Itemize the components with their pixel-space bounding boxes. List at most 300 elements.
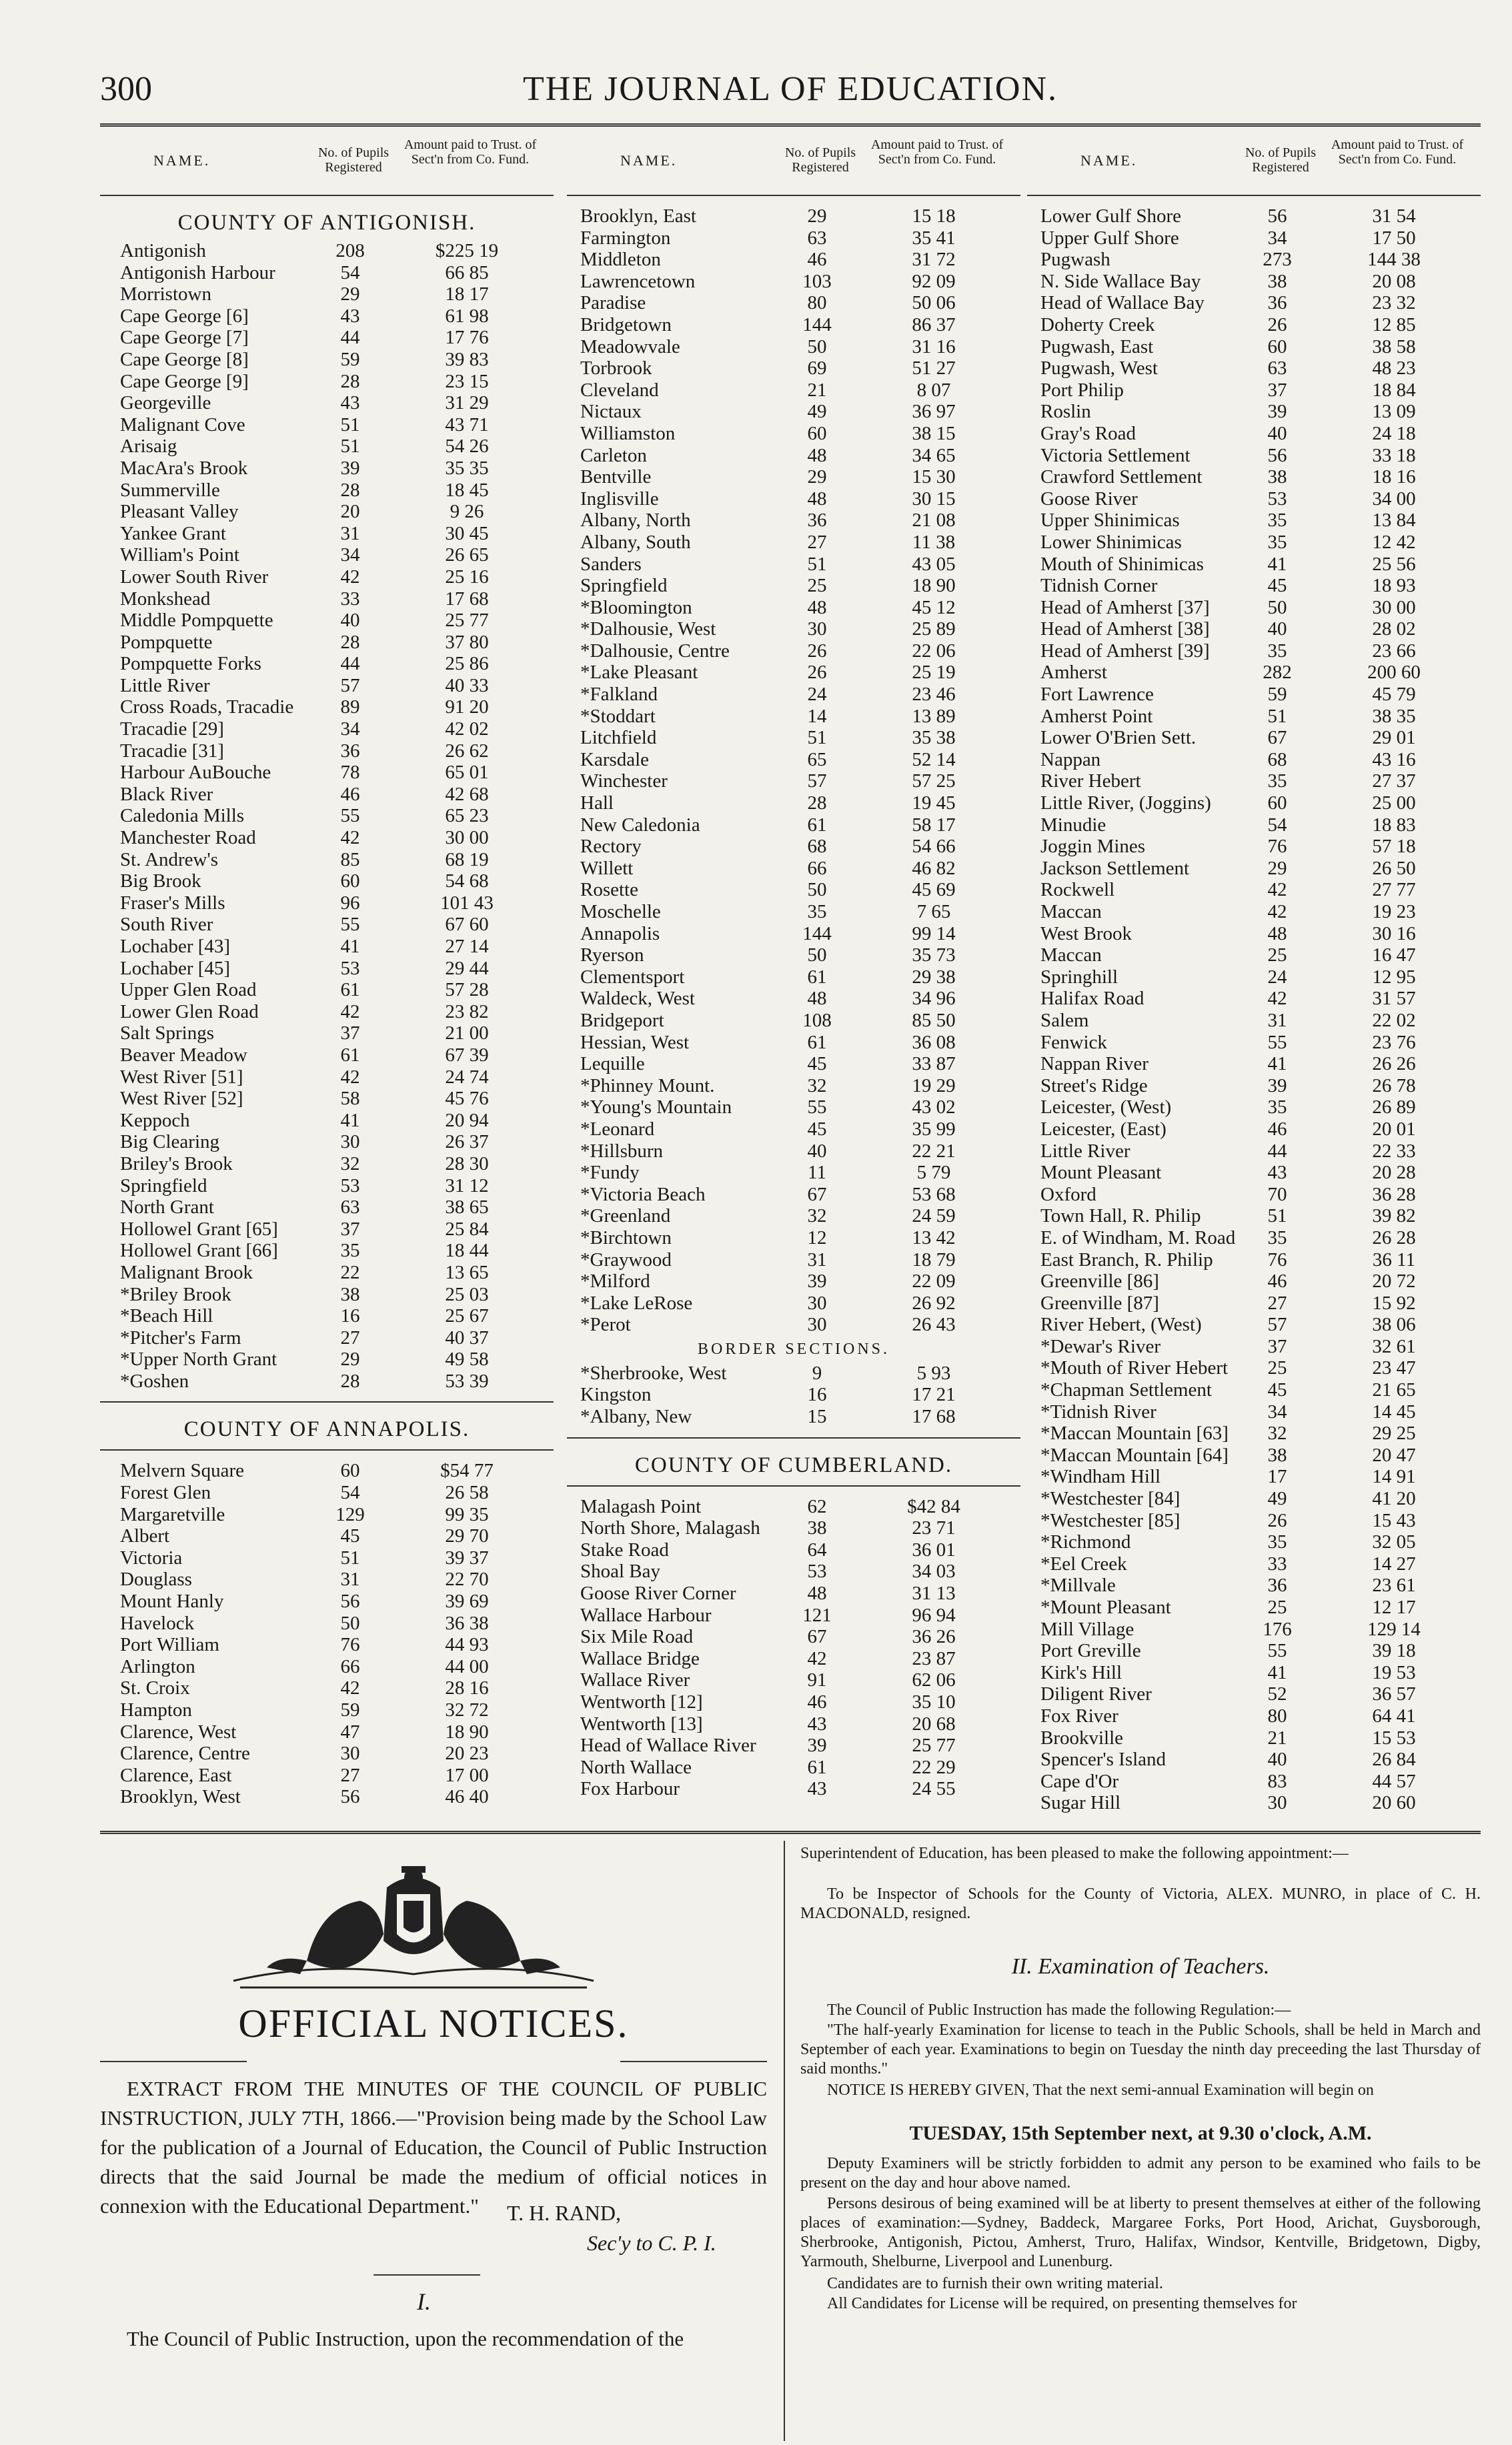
amount-paid: 19 29 <box>912 1074 956 1096</box>
table-row <box>100 1284 554 1306</box>
table-row <box>567 640 1020 662</box>
amount-paid: 25 67 <box>445 1305 489 1327</box>
amount-paid: 23 66 <box>1372 640 1416 662</box>
table-row <box>100 1110 554 1132</box>
table-row <box>100 784 554 806</box>
table-row <box>1027 1096 1481 1118</box>
section-name: Upper Glen Road <box>120 979 257 1001</box>
pupils-registered: 60 <box>1267 335 1287 357</box>
section-name: *Hillsburn <box>580 1140 664 1162</box>
section-name: Paradise <box>580 292 646 314</box>
running-title: THE JOURNAL OF EDUCATION. <box>522 70 1058 108</box>
table-row <box>100 1327 554 1349</box>
pupils-registered: 42 <box>807 1647 827 1669</box>
amount-paid: 19 53 <box>1372 1661 1416 1683</box>
table-row <box>100 283 554 305</box>
pupils-registered: 34 <box>1267 227 1287 249</box>
pupils-registered: 44 <box>340 653 360 675</box>
amount-paid: 34 00 <box>1372 488 1416 510</box>
amount-paid: 41 20 <box>1372 1488 1416 1510</box>
amount-paid: 49 58 <box>445 1349 489 1371</box>
section-name: Halifax Road <box>1040 988 1145 1010</box>
amount-paid: 18 83 <box>1372 814 1416 836</box>
table-row <box>567 466 1020 488</box>
section-name: Upper Shinimicas <box>1040 510 1180 532</box>
amount-paid: 17 68 <box>445 588 489 610</box>
amount-paid: 40 33 <box>445 674 489 696</box>
section-name: Maccan <box>1040 901 1102 922</box>
pupils-registered: 56 <box>340 1591 360 1613</box>
section-name: South River <box>120 914 213 936</box>
amount-paid: 42 68 <box>445 783 489 805</box>
pupils-registered: 54 <box>1267 814 1287 836</box>
header-pupils: No. of Pupils Registered <box>784 145 856 175</box>
table-row <box>100 1504 554 1526</box>
table-row <box>100 523 554 545</box>
section-name: *Sherbrooke, West <box>580 1362 727 1384</box>
amount-paid: 31 54 <box>1372 205 1416 227</box>
places-text: Persons desirous of being examined will be at liberty to present themselves at either of the following places of examination:—Sydney, Baddeck, Margaree Forks, Port Hood, Arichat, Guysborough, Sherbrooke, Antigonish, Pictou, Amherst, Truro, Halifax, Windsor, Kentville, Bridgetown, Digby, Yarmouth, Shelburne, Liverpool and Lunenburg. <box>800 2195 1481 2270</box>
official-notices-title: OFFICIAL NOTICES. <box>238 2001 629 2046</box>
pupils-registered: 43 <box>807 1713 827 1735</box>
amount-paid: 18 17 <box>445 283 489 305</box>
table-row <box>100 1262 554 1284</box>
table-row <box>100 1591 554 1613</box>
table-row <box>100 696 554 718</box>
amount-paid: 29 25 <box>1372 1423 1416 1445</box>
amount-paid: 86 37 <box>912 313 956 335</box>
table-row <box>100 1699 554 1721</box>
section-name: Pompquette <box>120 631 213 653</box>
pupils-registered: 50 <box>807 335 827 357</box>
amount-paid: 34 03 <box>912 1561 956 1583</box>
amount-paid: 39 69 <box>445 1591 489 1613</box>
section-name: Salem <box>1040 1009 1089 1031</box>
table-row <box>1027 1053 1481 1075</box>
county-title: COUNTY OF ANNAPOLIS. <box>183 1417 470 1442</box>
pupils-registered: 61 <box>340 979 360 1001</box>
pupils-registered: 48 <box>807 988 827 1010</box>
amount-paid: 30 16 <box>1372 922 1416 944</box>
pupils-registered: 37 <box>340 1022 360 1044</box>
pupils-registered: 55 <box>1267 1640 1287 1662</box>
table-row <box>567 1691 1020 1713</box>
amount-paid: 44 57 <box>1372 1770 1416 1792</box>
column-header <box>100 133 554 192</box>
amount-paid: 44 00 <box>445 1655 489 1677</box>
amount-paid: 12 85 <box>1372 313 1416 335</box>
amount-paid: 18 16 <box>1372 466 1416 488</box>
table-row <box>1027 792 1481 814</box>
amount-paid: 51 27 <box>912 357 956 379</box>
table-row <box>567 1406 1020 1428</box>
table-row <box>1027 1271 1481 1293</box>
pupils-registered: 29 <box>807 205 827 227</box>
pupils-registered: 208 <box>335 240 365 261</box>
table-row <box>567 532 1020 554</box>
pupils-registered: 16 <box>807 1384 827 1406</box>
table-row <box>567 1757 1020 1779</box>
amount-paid: 65 01 <box>445 762 489 784</box>
section-name: Karsdale <box>580 748 650 770</box>
table-row <box>100 1153 554 1175</box>
section-name: Clementsport <box>580 966 685 988</box>
pupils-registered: 35 <box>807 901 827 922</box>
amount-paid: 22 21 <box>912 1140 956 1162</box>
amount-paid: 33 87 <box>912 1053 956 1075</box>
section-name: Mouth of Shinimicas <box>1040 553 1204 575</box>
regulation-intro: The Council of Public Instruction has made the following Regulation:— <box>827 2001 1291 2019</box>
section-name: Wallace Bridge <box>580 1647 700 1669</box>
section-name: Torbrook <box>580 357 652 379</box>
pupils-registered: 44 <box>1267 1140 1287 1162</box>
table-row <box>1027 923 1481 945</box>
table-row <box>1027 1293 1481 1315</box>
table-row <box>1027 1075 1481 1097</box>
table-row <box>567 575 1020 597</box>
section-name: Port Philip <box>1040 379 1124 401</box>
table-row <box>100 371 554 393</box>
pupils-registered: 57 <box>340 674 360 696</box>
table-row <box>100 1765 554 1787</box>
table-row <box>1027 336 1481 358</box>
pupils-registered: 80 <box>1267 1705 1287 1727</box>
amount-paid: 8 07 <box>916 379 951 401</box>
section-name: Cape d'Or <box>1040 1770 1119 1792</box>
pupils-registered: 40 <box>1267 618 1287 640</box>
table-row <box>100 1001 554 1023</box>
table-row <box>100 1547 554 1569</box>
section-name: River Hebert, (West) <box>1040 1314 1202 1336</box>
section-name: Springfield <box>120 1174 207 1196</box>
pupils-registered: 63 <box>807 227 827 249</box>
table-row <box>1027 554 1481 576</box>
amount-paid: 25 19 <box>912 662 956 684</box>
section-name: E. of Windham, M. Road <box>1040 1227 1236 1249</box>
table-row <box>1027 1227 1481 1249</box>
table-row <box>567 292 1020 314</box>
amount-paid: 144 38 <box>1367 249 1421 271</box>
section-name: Antigonish <box>120 240 206 261</box>
section-name: Bentville <box>580 466 652 488</box>
section-name: Bridgeport <box>580 1009 664 1031</box>
pupils-registered: 30 <box>807 1314 827 1336</box>
pupils-registered: 56 <box>1267 205 1287 227</box>
pupils-registered: 26 <box>1267 1509 1287 1531</box>
section-name: Clarence, Centre <box>120 1743 250 1765</box>
table-row <box>100 1240 554 1262</box>
pupils-registered: 64 <box>807 1539 827 1561</box>
pupils-registered: 40 <box>807 1140 827 1162</box>
table-row <box>1027 944 1481 966</box>
pupils-registered: 53 <box>807 1561 827 1583</box>
candidates-text: All Candidates for License will be required, on presenting themselves for <box>827 2295 1297 2312</box>
pupils-registered: 25 <box>807 575 827 597</box>
royal-arms-emblem <box>227 1861 600 1994</box>
table-row <box>100 1305 554 1327</box>
table-row <box>567 1648 1020 1670</box>
amount-paid: 43 05 <box>912 553 956 575</box>
amount-paid: 15 92 <box>1372 1292 1416 1314</box>
amount-paid: 45 76 <box>445 1088 489 1110</box>
table-row <box>567 1735 1020 1757</box>
amount-paid: 64 41 <box>1372 1705 1416 1727</box>
section-name: *Mount Pleasant <box>1040 1597 1171 1618</box>
table-row <box>1027 1640 1481 1662</box>
pupils-registered: 34 <box>340 544 360 566</box>
table-row <box>567 314 1020 336</box>
table-row <box>567 1075 1020 1097</box>
pupils-registered: 96 <box>340 892 360 914</box>
amount-paid: 36 08 <box>912 1031 956 1053</box>
amount-paid: 23 71 <box>912 1517 956 1539</box>
section-name: North Wallace <box>580 1756 692 1778</box>
section-name: Tracadie [29] <box>120 718 224 740</box>
table-row <box>567 445 1020 467</box>
pupils-registered: 60 <box>340 870 360 892</box>
section-name: Port William <box>120 1634 219 1656</box>
pupils-registered: 45 <box>340 1525 360 1547</box>
table-annapolis-continued <box>567 205 1020 1336</box>
rule <box>100 195 554 196</box>
table-row <box>100 1743 554 1765</box>
section-name: Malagash Point <box>580 1495 702 1517</box>
table-row <box>100 1088 554 1110</box>
amount-paid: 26 58 <box>445 1482 489 1504</box>
pupils-registered: 65 <box>807 748 827 770</box>
pupils-registered: 36 <box>1267 1575 1287 1597</box>
pupils-registered: 42 <box>340 827 360 849</box>
notice-text: NOTICE IS HEREBY GIVEN, That the next semi-annual Examination will begin on <box>827 2082 1374 2099</box>
table-row <box>567 1227 1020 1249</box>
table-row <box>1027 1597 1481 1619</box>
section-name: Keppoch <box>120 1109 190 1131</box>
table-row <box>567 1384 1020 1406</box>
border-sections-title: BORDER SECTIONS. <box>697 1340 890 1358</box>
amount-paid: 18 79 <box>912 1249 956 1271</box>
amount-paid: 25 86 <box>445 653 489 675</box>
header-amount: Amount paid to Trust. of Sect'n from Co. Fund. <box>1331 137 1464 167</box>
header-pupils: No. of Pupils Registered <box>317 145 390 175</box>
amount-paid: 35 38 <box>912 727 956 749</box>
section-name: Fraser's Mills <box>120 892 225 914</box>
pupils-registered: 38 <box>1267 1444 1287 1466</box>
table-row <box>1027 1683 1481 1705</box>
table-row <box>1027 445 1481 467</box>
amount-paid: 38 06 <box>1372 1314 1416 1336</box>
section-name: Meadowvale <box>580 335 680 357</box>
table-row <box>100 849 554 871</box>
table-row <box>567 423 1020 445</box>
pupils-registered: 37 <box>1267 379 1287 401</box>
amount-paid: 35 99 <box>912 1118 956 1140</box>
section-name: Arlington <box>120 1655 195 1677</box>
section-name: N. Side Wallace Bay <box>1040 270 1201 292</box>
table-row <box>567 1205 1020 1227</box>
pupils-registered: 282 <box>1263 662 1292 684</box>
amount-paid: 67 39 <box>445 1044 489 1066</box>
section-name: Leicester, (West) <box>1040 1096 1172 1118</box>
amount-paid: 15 18 <box>912 205 956 227</box>
amount-paid: $54 77 <box>440 1460 494 1482</box>
amount-paid: 36 01 <box>912 1539 956 1561</box>
table-row <box>1027 379 1481 401</box>
column-divider <box>784 1841 785 2441</box>
pupils-registered: 41 <box>1267 1053 1287 1075</box>
section-name: Sanders <box>580 553 642 575</box>
pupils-registered: 51 <box>340 436 360 458</box>
amount-paid: 67 60 <box>445 914 489 936</box>
amount-paid: 35 10 <box>912 1691 956 1713</box>
section-name: River Hebert <box>1040 770 1141 792</box>
section-name: Cross Roads, Tracadie <box>120 696 294 718</box>
section-name: North Shore, Malagash <box>580 1517 760 1539</box>
section-name: Black River <box>120 783 213 805</box>
table-row <box>100 718 554 740</box>
appointment-text: Superintendent of Education, has been pleased to make the following appointment:— <box>800 1845 1349 1862</box>
pupils-registered: 54 <box>340 261 360 283</box>
section-name: St. Croix <box>120 1677 190 1699</box>
pupils-registered: 61 <box>807 966 827 988</box>
amount-paid: 34 96 <box>912 988 956 1010</box>
pupils-registered: 46 <box>807 1691 827 1713</box>
table-row <box>100 480 554 502</box>
amount-paid: 38 58 <box>1372 335 1416 357</box>
table-row <box>100 349 554 371</box>
section-name: Victoria Settlement <box>1040 444 1191 466</box>
pupils-registered: 60 <box>340 1460 360 1482</box>
section-name: Cape George [7] <box>120 327 249 349</box>
pupils-registered: 43 <box>807 1778 827 1800</box>
amount-paid: 45 12 <box>912 596 956 618</box>
table-row <box>100 610 554 632</box>
amount-paid: 43 02 <box>912 1096 956 1118</box>
table-row <box>100 979 554 1001</box>
table-row <box>100 1175 554 1197</box>
section-name: Farmington <box>580 227 671 249</box>
amount-paid: 18 44 <box>445 1240 489 1262</box>
section-name: Monkshead <box>120 588 211 610</box>
amount-paid: 17 68 <box>912 1406 956 1428</box>
rule <box>100 1449 554 1451</box>
amount-paid: 27 37 <box>1372 770 1416 792</box>
amount-paid: 48 23 <box>1372 357 1416 379</box>
pupils-registered: 121 <box>802 1604 832 1626</box>
pupils-registered: 20 <box>340 501 360 523</box>
table-row <box>100 1022 554 1044</box>
section-name: *Upper North Grant <box>120 1349 277 1371</box>
amount-paid: 29 44 <box>445 957 489 979</box>
section-name: *Windham Hill <box>1040 1466 1161 1488</box>
amount-paid: 13 09 <box>1372 401 1416 423</box>
table-row <box>100 544 554 566</box>
rule <box>567 1437 1020 1439</box>
pupils-registered: 36 <box>807 510 827 532</box>
section-name: Diligent River <box>1040 1683 1152 1705</box>
section-name: Albany, South <box>580 531 691 553</box>
table-row <box>1027 1705 1481 1727</box>
section-name: Annapolis <box>580 922 660 944</box>
section-name: Leicester, (East) <box>1040 1118 1167 1140</box>
amount-paid: 29 70 <box>445 1525 489 1547</box>
pupils-registered: 28 <box>340 631 360 653</box>
pupils-registered: 32 <box>340 1152 360 1174</box>
amount-paid: 16 47 <box>1372 944 1416 966</box>
table-row <box>1027 1553 1481 1575</box>
table-row <box>1027 1771 1481 1793</box>
pupils-registered: 48 <box>807 444 827 466</box>
table-row <box>567 1249 1020 1271</box>
amount-paid: 45 69 <box>912 879 956 901</box>
section-name: Hall <box>580 792 614 814</box>
pupils-registered: 56 <box>1267 444 1287 466</box>
amount-paid: 39 83 <box>445 348 489 370</box>
amount-paid: 21 00 <box>445 1022 489 1044</box>
materials-text: Candidates are to furnish their own writing material. <box>827 2275 1163 2292</box>
amount-paid: 31 16 <box>912 335 956 357</box>
table-row <box>567 249 1020 271</box>
amount-paid: 99 35 <box>445 1503 489 1525</box>
pupils-registered: 53 <box>340 1174 360 1196</box>
amount-paid: 15 53 <box>1372 1727 1416 1749</box>
pupils-registered: 55 <box>340 805 360 827</box>
pupils-registered: 14 <box>807 705 827 727</box>
table-row <box>567 770 1020 792</box>
table-row <box>567 684 1020 706</box>
section-name: Georgeville <box>120 392 211 414</box>
section-name: Morristown <box>120 283 211 305</box>
pupils-registered: 103 <box>802 270 832 292</box>
pupils-registered: 31 <box>340 522 360 544</box>
table-row <box>100 892 554 914</box>
section-name: Wentworth [13] <box>580 1713 703 1735</box>
amount-paid: 31 57 <box>1372 988 1416 1010</box>
pupils-registered: 68 <box>807 836 827 858</box>
section-name: St. Andrew's <box>120 848 219 870</box>
amount-paid: 96 94 <box>912 1604 956 1626</box>
pupils-registered: 38 <box>1267 466 1287 488</box>
amount-paid: 129 14 <box>1367 1618 1421 1640</box>
amount-paid: 20 60 <box>1372 1792 1416 1814</box>
amount-paid: 14 45 <box>1372 1401 1416 1423</box>
pupils-registered: 40 <box>340 610 360 632</box>
table-row <box>567 227 1020 249</box>
table-row <box>567 1053 1020 1075</box>
section-name: Mount Pleasant <box>1040 1162 1162 1184</box>
header-pupils: No. of Pupils Registered <box>1245 145 1317 175</box>
table-row <box>1027 532 1481 554</box>
pupils-registered: 108 <box>802 1009 832 1031</box>
table-row <box>1027 1531 1481 1553</box>
section-name: Moschelle <box>580 901 661 922</box>
amount-paid: 38 15 <box>912 422 956 444</box>
table-row <box>567 1561 1020 1583</box>
pupils-registered: 43 <box>340 305 360 327</box>
pupils-registered: 76 <box>1267 1249 1287 1271</box>
table-row <box>567 401 1020 423</box>
section-name: Greenville [86] <box>1040 1271 1159 1293</box>
table-row <box>1027 271 1481 293</box>
table-row <box>567 792 1020 814</box>
rule <box>100 1401 554 1403</box>
section-name: Rockwell <box>1040 879 1115 901</box>
table-row <box>1027 227 1481 249</box>
section-name: Amherst <box>1040 662 1107 684</box>
section-name: *Young's Mountain <box>580 1096 732 1118</box>
section-name: *Mouth of River Hebert <box>1040 1357 1229 1379</box>
table-row <box>567 336 1020 358</box>
table-row <box>1027 357 1481 379</box>
